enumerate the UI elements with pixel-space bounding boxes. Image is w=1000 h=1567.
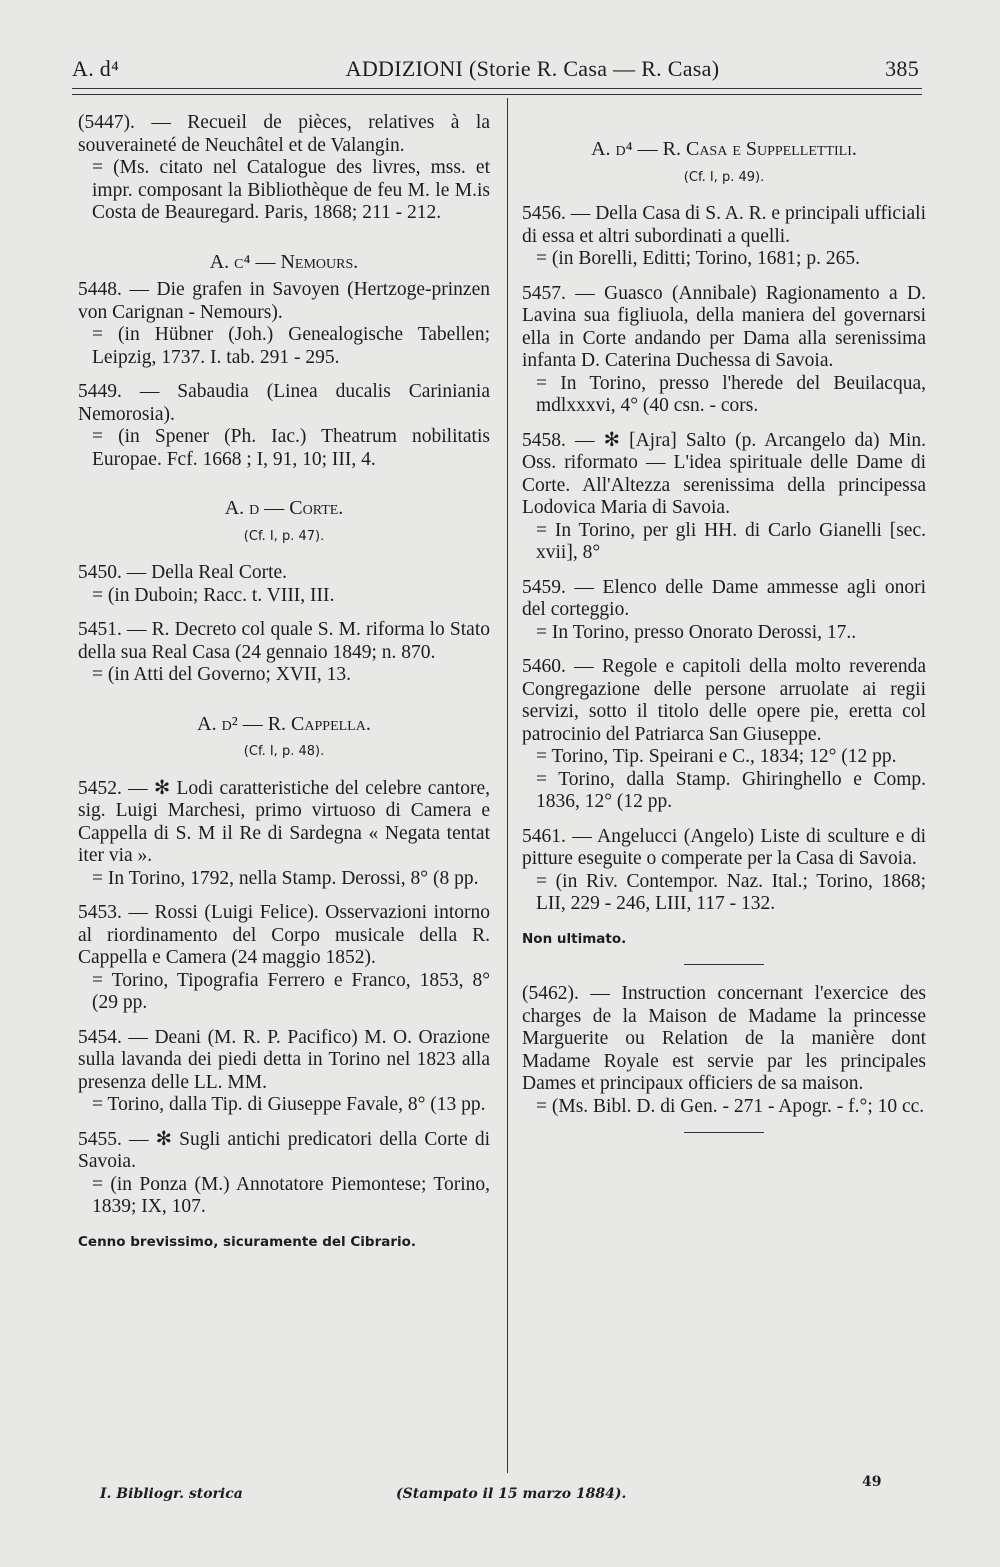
bibliography-entry — [522, 577, 926, 645]
entry-title: 5456. — Della Casa di S. A. R. e principali ufficiali di essa et altri subordinati a quelli. — [522, 203, 926, 247]
right-column — [522, 112, 926, 1151]
section-heading: A. c⁴ — Nemours. — [209, 250, 359, 273]
left-column — [78, 112, 490, 1267]
column-divider — [507, 98, 508, 1473]
bibliography-entry — [522, 826, 926, 916]
cross-reference: (Cf. I, p. 47). — [243, 528, 325, 544]
entry-citation: = (in Duboin; Racc. t. VIII, III. — [92, 584, 335, 606]
entry-title: 5452. — ✻ Lodi caratteristiche del celebre cantore, sig. Luigi Marchesi, primo virtuoso di Camera e Cappella di S. M il Re di Sardegna « Negata tentat iter via ». — [78, 777, 490, 866]
entry-title: 5461. — Angelucci (Angelo) Liste di sculture e di pitture eseguite o comperate per la Casa di Savoia. — [522, 825, 926, 869]
header-rule — [72, 88, 922, 89]
entry-title: 5457. — Guasco (Annibale) Ragionamento a D. Lavina sua figliuola, della maniera del governarsi ella in Corte andando per Dama alla serenissima infanta D. Caterina Duchessa di Savoia. — [522, 282, 926, 371]
entry-citation: = (in Hübner (Joh.) Genealogische Tabellen; Leipzig, 1737. I. tab. 291 - 295. — [92, 324, 490, 368]
bibliography-entry — [522, 203, 926, 271]
bibliography-entry — [78, 381, 490, 471]
bibliography-entry — [78, 778, 490, 891]
bibliography-entry — [78, 1027, 490, 1117]
entry-title: (5447). — Recueil de pièces, relatives à la souveraineté de Neuchâtel et de Valangin. — [78, 112, 490, 156]
running-header — [60, 56, 925, 90]
bibliography-entry — [78, 279, 490, 369]
entry-title: 5453. — Rossi (Luigi Felice). Osservazioni intorno al riordinamento del Corpo musicale della R. Cappella e Camera (24 maggio 1852). — [78, 902, 490, 968]
entry-citation: = (Ms. Bibl. D. di Gen. - 271 - Apogr. - f.°; 10 cc. — [536, 1095, 925, 1117]
entry-citation: = (in Ponza (M.) Annotatore Piemontese; Torino, 1839; IX, 107. — [92, 1173, 490, 1217]
footer-signature: I. Bibliogr. storica — [100, 1486, 243, 1502]
entry-note: Cenno brevissimo, sicuramente del Cibrario. — [78, 1233, 417, 1250]
entry-citation: = In Torino, 1792, nella Stamp. Derossi, 8° (8 pp. — [92, 867, 479, 889]
entry-title: 5454. — Deani (M. R. P. Pacifico) M. O. Orazione sulla lavanda dei piedi detta in Torino nel 1823 alla presenza delle LL. MM. — [78, 1026, 490, 1093]
cross-reference: (Cf. I, p. 49). — [683, 169, 765, 185]
entry-citation: = (in Riv. Contempor. Naz. Ital.; Torino, 1868; LII, 229 - 246, LIII, 117 - 132. — [536, 870, 926, 914]
header-rule-thin — [72, 94, 922, 95]
entry-citation: = In Torino, per gli HH. di Carlo Gianelli [sec. xvii], 8° — [536, 519, 926, 563]
entry-title: 5459. — Elenco delle Dame ammesse agli onori del corteggio. — [522, 576, 926, 620]
entry-title: 5455. — ✻ Sugli antichi predicatori della Corte di Savoia. — [78, 1128, 490, 1172]
header-title: ADDIZIONI (Storie R. Casa — R. Casa) — [345, 56, 720, 81]
page-number: 385 — [885, 56, 919, 81]
footer-print-date: (Stampato il 15 marzo 1884). — [396, 1486, 627, 1502]
entry-citation: = Torino, dalla Stamp. Ghiringhello e Comp. 1836, 12° (12 pp. — [536, 768, 926, 812]
bibliography-entry — [78, 562, 490, 607]
bibliography-entry — [522, 430, 926, 565]
separator-rule — [684, 1132, 764, 1133]
bibliography-entry — [78, 619, 490, 687]
entry-citation: = (in Borelli, Editti; Torino, 1681; p. 265. — [536, 248, 860, 269]
entry-citation: = In Torino, presso Onorato Derossi, 17.. — [536, 621, 857, 643]
entry-citation: = (in Spener (Ph. Iac.) Theatrum nobilitatis Europae. Fcf. 1668 ; I, 91, 10; III, 4. — [92, 426, 490, 470]
entry-title: (5462). — Instruction concernant l'exercice des charges de la Maison de Madame la princesse Marguerite ou Relation de la manière dont Madame Royale est servie par les principales Dames et principaux officiers de sa maison. — [522, 983, 926, 1094]
bibliography-entry — [522, 983, 926, 1118]
entry-citation: = (Ms. citato nel Catalogue des livres, mss. et impr. composant la Bibliothèque de feu M. le M.is Costa de Beauregard. Paris, 1868; 211 - 212. — [92, 157, 490, 223]
entry-title: 5448. — Die grafen in Savoyen (Hertzoge-prinzen von Carignan - Nemours). — [78, 279, 490, 323]
bibliography-entry — [522, 283, 926, 418]
entry-citation: = Torino, Tip. Speirani e C., 1834; 12° (12 pp. — [536, 746, 897, 767]
bibliography-entry — [78, 902, 490, 1015]
entry-title: 5449. — Sabaudia (Linea ducalis Cariniania Nemorosia). — [78, 381, 490, 425]
entry-title: 5458. — ✻ [Ajra] Salto (p. Arcangelo da) Min. Oss. riformato — L'idea spirituale delle Dame di Corte. All'Altezza serenissima della principessa Lodovica Maria di Savoia. — [522, 429, 926, 518]
entry-title: 5450. — Della Real Corte. — [78, 562, 288, 583]
entry-citation: = In Torino, presso l'herede del Beuilacqua, mdlxxxvi, 4° (40 csn. - cors. — [536, 372, 926, 416]
entry-citation: = Torino, Tipografia Ferrero e Franco, 1853, 8° (29 pp. — [92, 969, 490, 1013]
entry-title: 5460. — Regole e capitoli della molto reverenda Congregazione delle persone arruolate ai regii servizi, sotto il titolo delle opere pie, eretta col patrocinio del Patriarca San Giuseppe. — [522, 656, 926, 745]
entry-citation: = (in Atti del Governo; XVII, 13. — [92, 664, 352, 685]
footer-sheet-number: 49 — [862, 1474, 882, 1490]
bibliography-entry — [78, 112, 490, 225]
header-section-mark: A. d⁴ — [72, 56, 120, 81]
entry-note: Non ultimato. — [522, 930, 627, 947]
cross-reference: (Cf. I, p. 48). — [243, 744, 325, 759]
separator-rule — [684, 964, 764, 965]
bibliography-entry — [78, 1129, 490, 1219]
bibliography-entry — [522, 656, 926, 814]
entry-title: 5451. — R. Decreto col quale S. M. riforma lo Stato della sua Real Casa (24 gennaio 1849; n. 870. — [78, 619, 490, 663]
entry-citation: = Torino, dalla Tip. di Giuseppe Favale, 8° (13 pp. — [92, 1094, 486, 1115]
section-heading: A. d⁴ — R. Casa e Suppellettili. — [591, 138, 857, 160]
section-heading: A. d — Corte. — [224, 497, 344, 519]
section-heading: A. d² — R. Cappella. — [197, 712, 371, 735]
